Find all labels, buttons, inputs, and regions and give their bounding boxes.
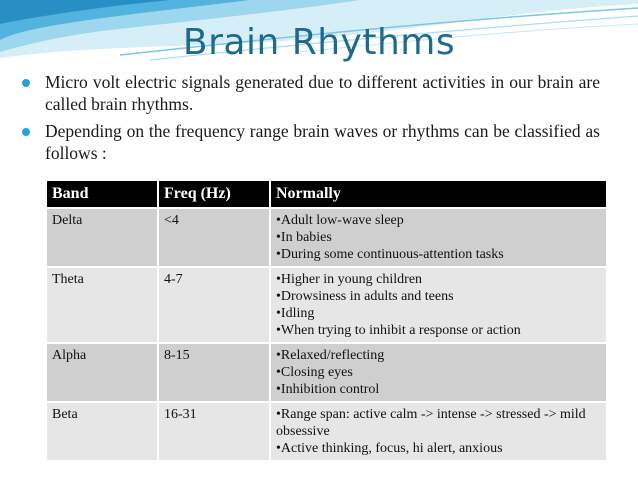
header-band: Band bbox=[47, 181, 157, 207]
table-row bbox=[47, 403, 606, 460]
normally-cell bbox=[271, 209, 606, 266]
band-cell: Beta bbox=[47, 403, 157, 460]
bullet-text: Depending on the frequency range brain waves or rhythms can be classified as follows : bbox=[45, 121, 600, 163]
brain-rhythm-table bbox=[45, 179, 608, 462]
table-row bbox=[47, 344, 606, 401]
table-row bbox=[47, 209, 606, 266]
bullet-text: Micro volt electric signals generated due to different activities in our brain are called brain rhythms. bbox=[45, 72, 600, 114]
normally-cell bbox=[271, 403, 606, 460]
normally-line: •Drowsiness in adults and teens bbox=[276, 289, 454, 304]
normally-line: •During some continuous-attention tasks bbox=[276, 247, 504, 262]
bullet-icon bbox=[22, 128, 30, 136]
band-cell: Alpha bbox=[47, 344, 157, 401]
normally-line: •Idling bbox=[276, 306, 315, 321]
normally-cell bbox=[271, 344, 606, 401]
normally-cell bbox=[271, 268, 606, 342]
normally-line: •Higher in young children bbox=[276, 272, 423, 287]
header-normally: Normally bbox=[271, 181, 606, 207]
normally-line: •In babies bbox=[276, 230, 332, 245]
bullet-icon bbox=[22, 79, 30, 87]
freq-cell: 8-15 bbox=[159, 344, 269, 401]
bullet-item bbox=[20, 71, 600, 115]
freq-cell: 16-31 bbox=[159, 403, 269, 460]
band-cell: Delta bbox=[47, 209, 157, 266]
band-cell: Theta bbox=[47, 268, 157, 342]
normally-line: •Adult low-wave sleep bbox=[276, 213, 404, 228]
bullet-list bbox=[20, 71, 600, 169]
bullet-item bbox=[20, 120, 600, 164]
normally-line: •Relaxed/reflecting bbox=[276, 348, 385, 363]
freq-cell: <4 bbox=[159, 209, 269, 266]
header-freq: Freq (Hz) bbox=[159, 181, 269, 207]
freq-cell: 4-7 bbox=[159, 268, 269, 342]
normally-line: •Closing eyes bbox=[276, 365, 353, 380]
table-row bbox=[47, 268, 606, 342]
slide-title: Brain Rhythms bbox=[182, 22, 456, 63]
normally-line: •When trying to inhibit a response or action bbox=[276, 323, 521, 338]
normally-line: •Range span: active calm -> intense -> stressed -> mild obsessive bbox=[276, 407, 586, 439]
normally-line: •Inhibition control bbox=[276, 382, 380, 397]
table-header-row bbox=[47, 181, 606, 207]
normally-line: •Active thinking, focus, hi alert, anxious bbox=[276, 441, 503, 456]
